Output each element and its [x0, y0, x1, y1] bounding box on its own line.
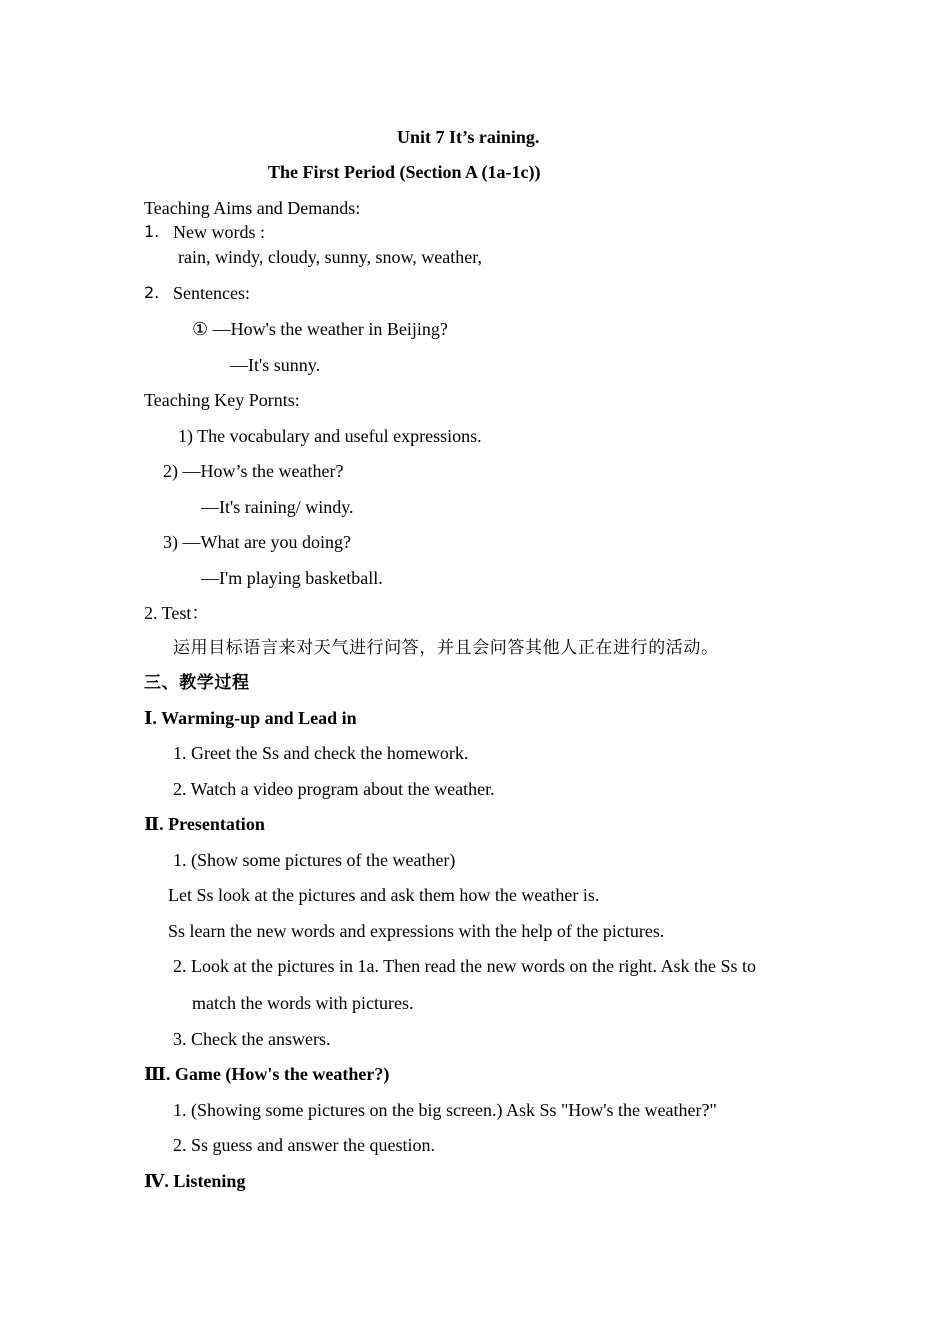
key-point-2-answer: —It's raining/ windy. — [201, 497, 354, 517]
section-2-heading: Ⅱ. Presentation — [144, 814, 265, 834]
process-heading: 三、教学过程 — [144, 673, 250, 693]
aims-heading: Teaching Aims and Demands: — [144, 198, 361, 218]
test-text: 运用目标语言来对天气进行问答，并且会问答其他人正在进行的活动。 — [173, 638, 719, 658]
test-heading: 2. Test： — [144, 603, 210, 623]
aims-item-1-label: New words : — [173, 222, 265, 242]
section-3-line-2: 2. Ss guess and answer the question. — [173, 1135, 435, 1155]
section-2-line-1: 1. (Show some pictures of the weather) — [173, 850, 456, 870]
aims-item-2-label: Sentences: — [173, 283, 250, 303]
aims-item-2-number: 2. — [144, 283, 160, 302]
sentence-question: ① —How's the weather in Beijing? — [192, 319, 448, 339]
sentence-answer: —It's sunny. — [230, 355, 321, 375]
aims-item-1-number: 1. — [144, 222, 160, 241]
document-title: Unit 7 It’s raining. — [397, 127, 540, 147]
section-1-line-1: 1. Greet the Ss and check the homework. — [173, 743, 469, 763]
section-3-line-1: 1. (Showing some pictures on the big screen.) Ask Ss "How's the weather?" — [173, 1100, 717, 1120]
key-point-3-answer: —I'm playing basketball. — [201, 568, 383, 588]
section-2-line-3: Ss learn the new words and expressions with the help of the pictures. — [168, 921, 665, 941]
section-1-line-2: 2. Watch a video program about the weather. — [173, 779, 495, 799]
section-1-heading: Ⅰ. Warming-up and Lead in — [144, 708, 357, 728]
document-subtitle: The First Period (Section A (1a-1c)) — [268, 162, 541, 182]
section-2-line-4-continued: match the words with pictures. — [192, 993, 414, 1013]
section-2-line-5: 3. Check the answers. — [173, 1029, 331, 1049]
section-3-heading: Ⅲ. Game (How's the weather?) — [144, 1064, 390, 1084]
new-words-list: rain, windy, cloudy, sunny, snow, weather, — [178, 247, 483, 267]
key-points-heading: Teaching Key Pornts: — [144, 390, 300, 410]
section-2-line-4: 2. Look at the pictures in 1a. Then read the new words on the right. Ask the Ss to — [173, 956, 757, 976]
section-2-line-2: Let Ss look at the pictures and ask them how the weather is. — [168, 885, 600, 905]
key-point-2-question: 2) —How’s the weather? — [163, 461, 344, 481]
section-4-heading: Ⅳ. Listening — [144, 1171, 246, 1191]
key-point-3-question: 3) —What are you doing? — [163, 532, 351, 552]
key-point-1: 1) The vocabulary and useful expressions. — [178, 426, 482, 446]
